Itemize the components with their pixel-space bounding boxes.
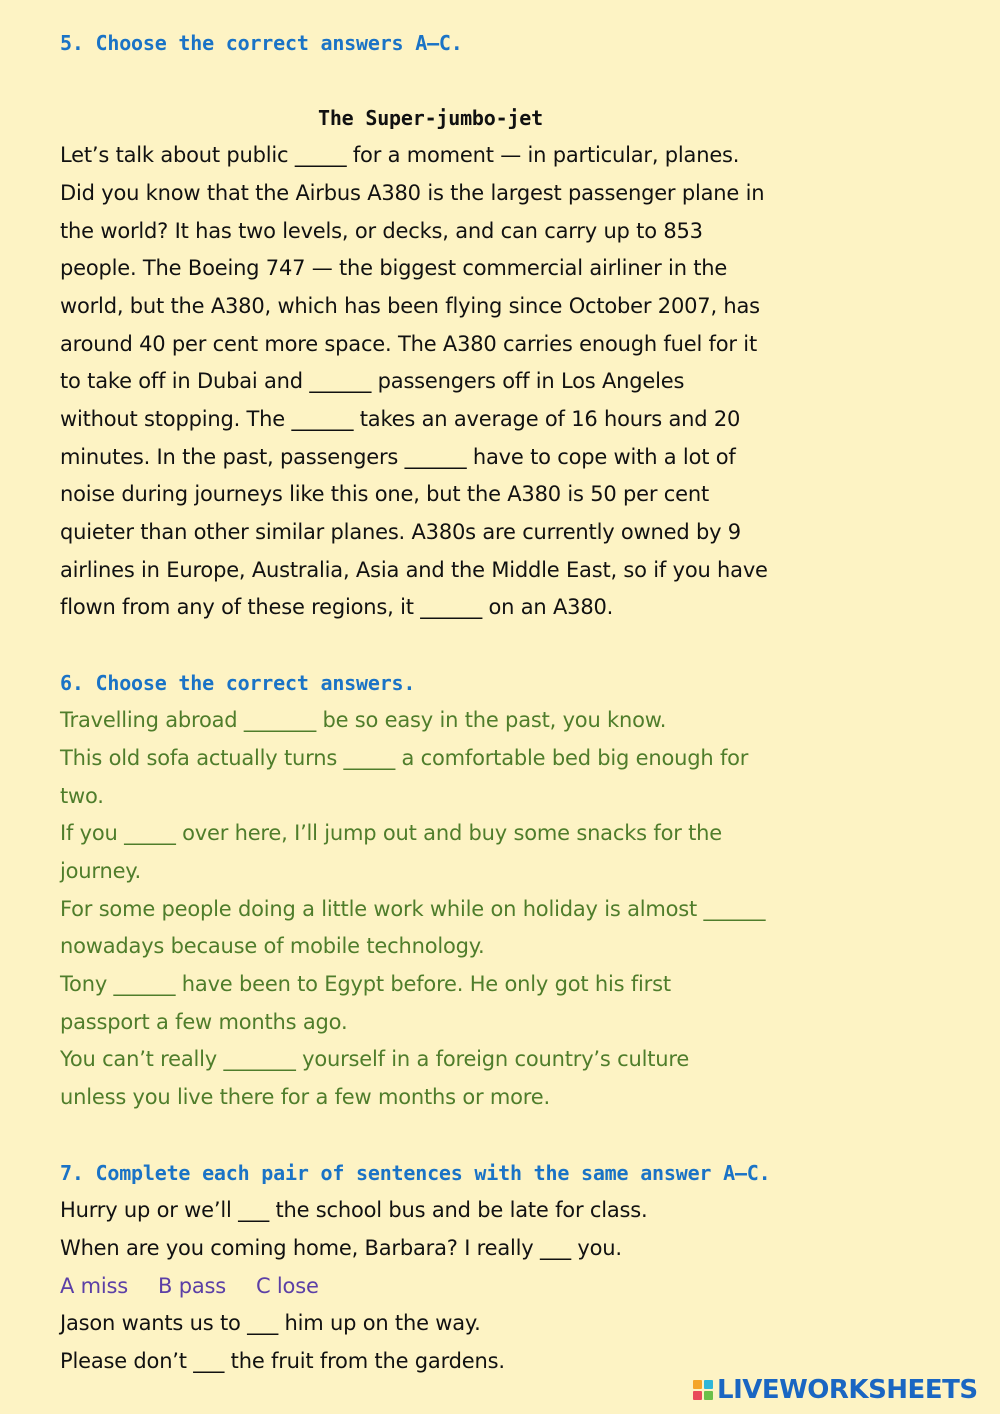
logo-text: LIVEWORKSHEETS	[717, 1375, 978, 1405]
passage-line: people. The Boeing 747 — the biggest commercial airliner in the	[60, 256, 728, 280]
logo-tile	[704, 1380, 713, 1389]
exercise-line: Tony ______ have been to Egypt before. He only got his first	[60, 972, 671, 996]
exercise-line: journey.	[60, 859, 141, 883]
option-a[interactable]: A miss	[60, 1274, 129, 1298]
exercise-line: This old sofa actually turns _____ a comfortable bed big enough for	[60, 746, 749, 770]
answer-options	[60, 1271, 349, 1301]
option-b[interactable]: B pass	[158, 1274, 226, 1298]
exercise-line: Travelling abroad _______ be so easy in the past, you know.	[60, 708, 667, 732]
sentence-line: Jason wants us to ___ him up on the way.	[60, 1311, 481, 1335]
exercise-line: If you _____ over here, I’ll jump out and buy some snacks for the	[60, 821, 722, 845]
passage-line: world, but the A380, which has been flying since October 2007, has	[60, 294, 760, 318]
passage-line: without stopping. The ______ takes an average of 16 hours and 20	[60, 407, 741, 431]
sentence-line: Please don’t ___ the fruit from the gardens.	[60, 1349, 505, 1373]
passage-title: The Super-jumbo-jet	[318, 106, 543, 130]
exercise-line: passport a few months ago.	[60, 1010, 348, 1034]
passage-line: the world? It has two levels, or decks, and can carry up to 853	[60, 219, 703, 243]
passage-line: noise during journeys like this one, but the A380 is 50 per cent	[60, 482, 710, 506]
sentence-line: Hurry up or we’ll ___ the school bus and be late for class.	[60, 1198, 648, 1222]
section-6-heading: 6. Choose the correct answers.	[60, 671, 416, 695]
passage-line: minutes. In the past, passengers ______ have to cope with a lot of	[60, 445, 736, 469]
passage-line: flown from any of these regions, it ______ on an A380.	[60, 595, 614, 619]
passage-line: quieter than other similar planes. A380s are currently owned by 9	[60, 520, 741, 544]
logo-tile	[693, 1380, 702, 1389]
section-7-heading: 7. Complete each pair of sentences with the same answer A–C.	[60, 1161, 771, 1185]
logo-tile	[693, 1391, 702, 1400]
exercise-line: nowadays because of mobile technology.	[60, 934, 485, 958]
passage-line: Let’s talk about public _____ for a moment — in particular, planes.	[60, 143, 740, 167]
passage-line: to take off in Dubai and ______ passengers off in Los Angeles	[60, 369, 685, 393]
exercise-line: For some people doing a little work while on holiday is almost ______	[60, 897, 766, 921]
liveworksheets-logo	[693, 1377, 978, 1403]
logo-mark-icon	[693, 1380, 713, 1400]
logo-tile	[704, 1391, 713, 1400]
option-c[interactable]: C lose	[255, 1274, 319, 1298]
exercise-line: You can’t really _______ yourself in a foreign country’s culture	[60, 1047, 690, 1071]
passage-line: airlines in Europe, Australia, Asia and the Middle East, so if you have	[60, 558, 768, 582]
passage-line: Did you know that the Airbus A380 is the largest passenger plane in	[60, 181, 765, 205]
passage-line: around 40 per cent more space. The A380 carries enough fuel for it	[60, 332, 757, 356]
sentence-line: When are you coming home, Barbara? I really ___ you.	[60, 1236, 622, 1260]
exercise-line: unless you live there for a few months or more.	[60, 1085, 550, 1109]
section-5-heading: 5. Choose the correct answers A–C.	[60, 31, 463, 55]
exercise-line: two.	[60, 784, 104, 808]
